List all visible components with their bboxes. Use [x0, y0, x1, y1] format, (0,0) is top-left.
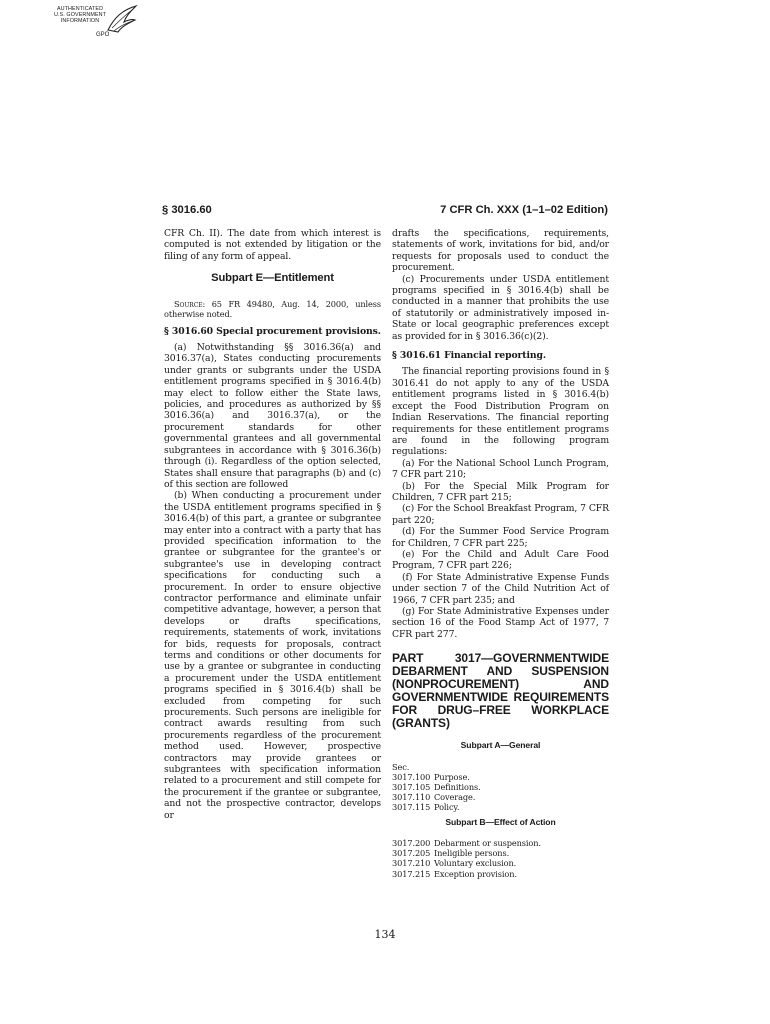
toc-title: Exception provision. [434, 868, 517, 879]
page-number: 134 [374, 928, 396, 941]
list-item: (d) For the Summer Food Service Program for Children, 7 CFR part 225; [392, 526, 609, 549]
toc-row [392, 848, 609, 858]
subpart-b-heading: Subpart B—Effect of Action [445, 816, 556, 827]
continuation-text-right: drafts the specifications, requirements, statements of work, invitations for bid, and/or requests for proposals used to conduct the procurement. [392, 228, 609, 274]
toc-sec-label: Sec. [392, 761, 410, 772]
toc-row [392, 792, 609, 802]
toc-num: 3017.215 [392, 868, 431, 879]
list-item: (a) For the National School Lunch Program, 7 CFR part 210; [392, 457, 609, 481]
table-of-contents-a [392, 762, 609, 813]
toc-title: Purpose. [434, 771, 470, 782]
section-3016-61-heading: § 3016.61 Financial reporting. [392, 350, 546, 362]
toc-title: Ineligible persons. [434, 848, 510, 859]
paragraph-b: (b) When conducting a procurement under the USDA entitlement programs specified in § 3016.4(b) of this part, a grantee or subgrantee may enter into a contract with a party that has provided specification information to the grantee or subgrantee for the grantee's or subgrantee's use in developing contract specifications for conducting such a procurement. In order to ensure objective contractor performance and eliminate unfair competitive advantage, however, a person that develops or drafts specifications, requirements, statements of work, invitations for bids, requests for proposals, contract terms and conditions or other documents for use by a grantee or subgrantee in conducting a procurement under the USDA entitlement programs specified in § 3016.4(b) shall be excluded from competing for such procurements. Such persons are ineligible for contract awards resulting from such procurements regardless of the procurement method used. However, prospective contractors may provide grantees or subgrantees with specification information related to a procurement and still compete for the procurement if the grantee or subgrantee, and not the prospective contractor, develops or [164, 490, 381, 821]
toc-num: 3017.200 [392, 838, 431, 849]
toc-row [392, 802, 609, 812]
source-text: 65 FR 49480, Aug. 14, 2000, unless otherwise noted. [164, 298, 382, 319]
toc-title: Coverage. [434, 792, 476, 803]
list-item: (f) For State Administrative Expense Funds under section 7 of the Child Nutrition Act of 1966, 7 CFR part 235; and [392, 571, 609, 606]
toc-title: Voluntary exclusion. [434, 858, 517, 869]
list-item: (c) For the School Breakfast Program, 7 CFR part 220; [392, 503, 609, 526]
logo-line-2: U.S. GOVERNMENT [53, 12, 107, 18]
source-note [164, 299, 381, 319]
header-title: 7 CFR Ch. XXX (1–1–02 Edition) [440, 204, 608, 216]
part-3017-heading: PART 3017—GOVERNMENTWIDE DEBARMENT AND SUSPENSION (NONPROCUREMENT) AND GOVERNMENTWIDE REQUIREMENTS FOR DRUG–FREE WORKPLACE (GRANTS) [392, 651, 609, 731]
paragraph-c: (c) Procurements under USDA entitlement programs specified in § 3016.4(b) shall be conducted in a manner that prohibits the use of statutorily or administratively imposed in-State or local geographic preferences except as provided for in § 3016.36(c)(2). [392, 273, 609, 342]
eagle-icon [104, 4, 140, 36]
toc-row [392, 869, 609, 879]
subpart-e-heading: Subpart E—Entitlement [211, 272, 334, 285]
section-3016-60-heading: § 3016.60 Special procurement provisions. [164, 325, 381, 337]
toc-title: Definitions. [434, 782, 481, 793]
gpo-authentication-logo [52, 4, 142, 46]
paragraph-a: (a) Notwithstanding §§ 3016.36(a) and 3016.37(a), States conducting procurements under grants or subgrants under the USDA entitlement programs specified in § 3016.4(b) may elect to follow either the State laws, policies, and procedures as authorized by §§ 3016.36(a) and 3016.37(a), or the procurement standards for other governmental grantees and all governmental subgrantees in accordance with § 3016.36(b) through (i). Regardless of the option selected, States shall ensure that paragraphs (b) and (c) of this section are followed [164, 342, 381, 490]
list-item: (e) For the Child and Adult Care Food Program, 7 CFR part 226; [392, 548, 609, 572]
left-column [164, 228, 381, 821]
logo-line-1: AUTHENTICATED [56, 6, 104, 12]
toc-title: Debarment or suspension. [434, 838, 541, 849]
list-item: (g) For State Administrative Expenses under section 16 of the Food Stamp Act of 1977, 7 CFR part 277. [392, 606, 609, 640]
toc-row [392, 838, 609, 848]
toc-row [392, 782, 609, 792]
toc-row [392, 772, 609, 782]
source-label: Source: [174, 298, 206, 309]
toc-num: 3017.205 [392, 848, 431, 859]
list-item: (b) For the Special Milk Program for Children, 7 CFR part 215; [392, 480, 609, 503]
toc-num: 3017.105 [392, 782, 431, 793]
header-section: § 3016.60 [162, 204, 212, 216]
table-of-contents-b [392, 838, 609, 879]
toc-num: 3017.210 [392, 858, 431, 869]
logo-text [52, 6, 108, 24]
toc-num: 3017.110 [392, 792, 431, 803]
right-column [392, 228, 609, 879]
toc-row [392, 858, 609, 868]
logo-line-3: INFORMATION [60, 18, 100, 24]
toc-num: 3017.115 [392, 802, 431, 813]
toc-num: 3017.100 [392, 771, 431, 782]
financial-reporting-intro: The financial reporting provisions found in § 3016.41 do not apply to any of the USDA entitlement programs listed in § 3016.4(b) except the Food Distribution Program on Indian Reservations. The financial reporting requirements for these entitlement programs are found in the following program regulations: [392, 366, 609, 458]
logo-gpo: GPO [96, 32, 110, 38]
continuation-text: CFR Ch. II). The date from which interest is computed is not extended by litigation or the filing of any form of appeal. [164, 228, 381, 262]
subpart-a-heading: Subpart A—General [460, 740, 541, 751]
toc-title: Policy. [434, 802, 460, 813]
